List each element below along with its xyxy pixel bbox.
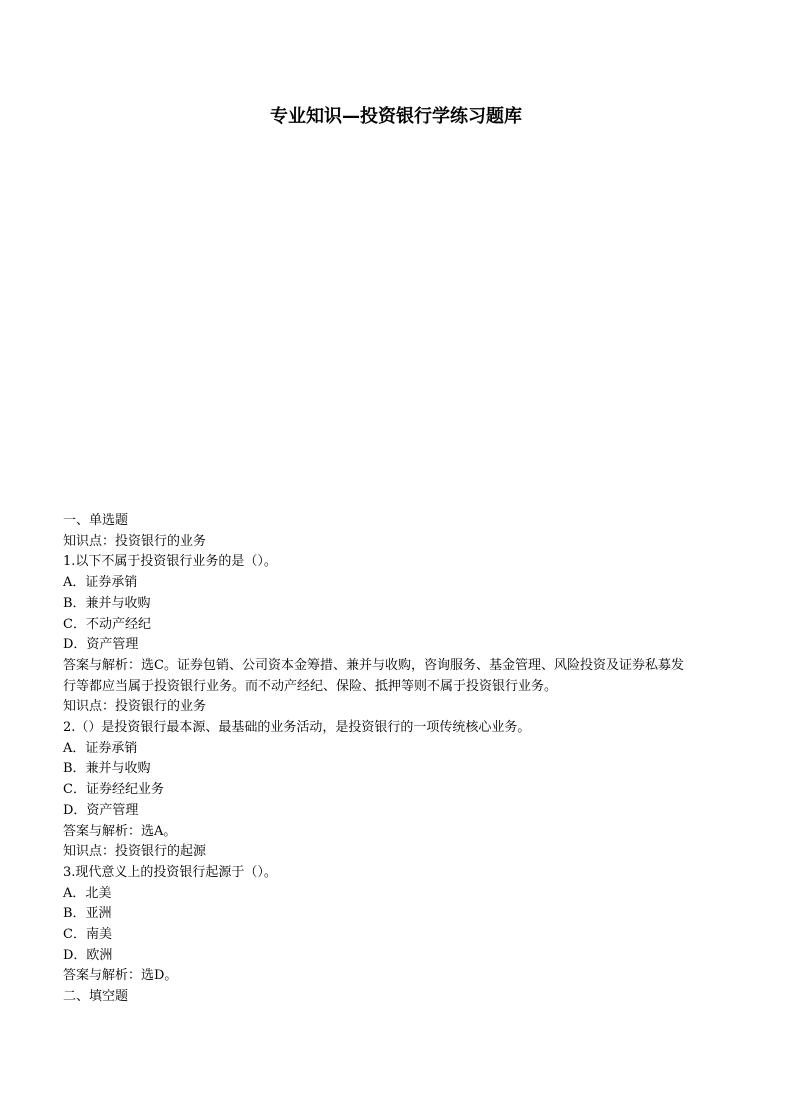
knowledge-point: 知识点：投资银行的业务 <box>63 699 207 715</box>
option-d: D．欧洲 <box>63 947 113 963</box>
document-title: 专业知识—投资银行学练习题库 <box>270 106 522 127</box>
option-d: D．资产管理 <box>63 802 139 818</box>
answer-explanation: 答案与解析：选D。 <box>63 968 178 984</box>
knowledge-point: 知识点：投资银行的业务 <box>63 533 207 549</box>
option-b: B．亚洲 <box>63 906 112 922</box>
section-heading: 一、单选题 <box>63 513 129 528</box>
question-text: 2.（）是投资银行最本源、最基础的业务活动，是投资银行的一项传统核心业务。 <box>63 720 531 736</box>
option-a: A．证券承销 <box>63 575 138 591</box>
option-b: B．兼并与收购 <box>63 761 151 777</box>
option-d: D．资产管理 <box>63 637 139 653</box>
knowledge-point: 知识点：投资银行的起源 <box>63 844 207 860</box>
option-b: B．兼并与收购 <box>63 595 151 611</box>
section-heading: 二、填空题 <box>63 989 129 1005</box>
answer-explanation: 答案与解析：选C。证券包销、公司资本金筹措、兼并与收购，咨询服务、基金管理、风险投资及证券私募发 <box>63 657 684 673</box>
question-text: 3.现代意义上的投资银行起源于（）。 <box>63 864 277 880</box>
answer-explanation: 答案与解析：选A。 <box>63 823 177 839</box>
option-c: C．不动产经纪 <box>63 616 151 632</box>
option-c: C．证券经纪业务 <box>63 782 164 798</box>
option-a: A．北美 <box>63 885 112 901</box>
option-c: C．南美 <box>63 927 112 943</box>
question-text: 1.以下不属于投资银行业务的是（）。 <box>63 554 277 570</box>
option-a: A．证券承销 <box>63 740 138 756</box>
answer-explanation-continued: 行等都应当属于投资银行业务。而不动产经纪、保险、抵押等则不属于投资银行业务。 <box>63 678 558 694</box>
document-body <box>63 511 731 1008</box>
